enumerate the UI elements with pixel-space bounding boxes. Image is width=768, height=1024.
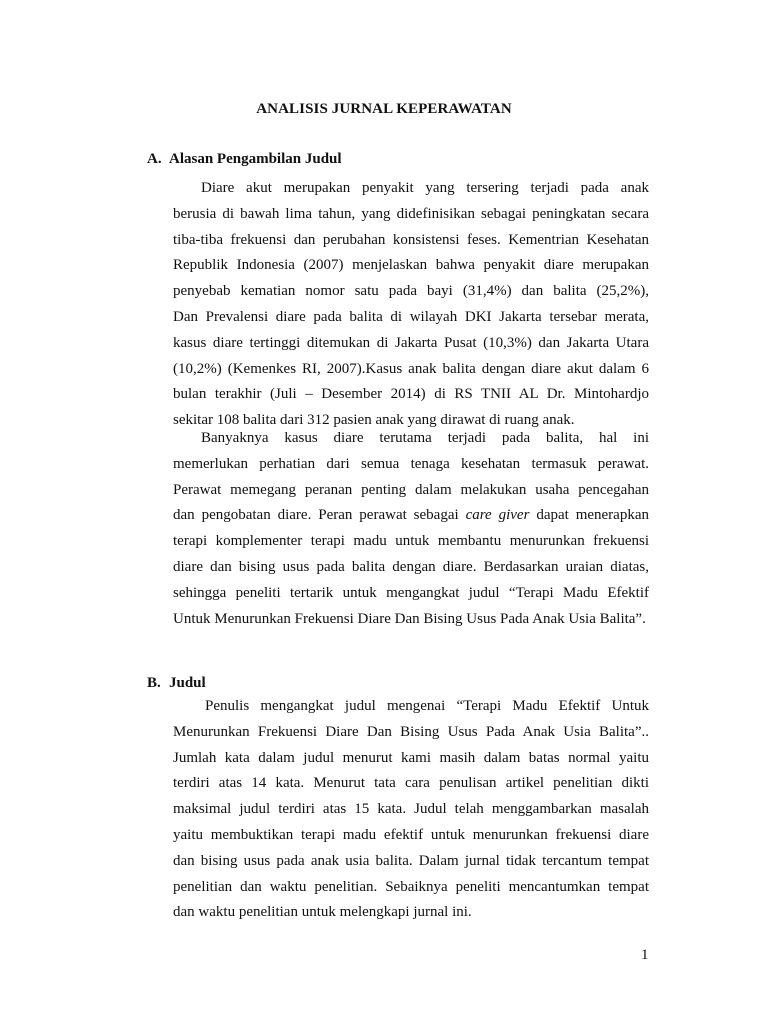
paragraph-line: kasus diare tertinggi ditemukan di Jakarta Pusat (10,3%) dan Jakarta Utara (173, 334, 649, 351)
section-a-heading (147, 151, 342, 168)
paragraph-line: maksimal judul terdiri atas 15 kata. Judul telah menggambarkan masalah (173, 801, 649, 818)
section-b-letter: B. (147, 675, 161, 691)
document-title: ANALISIS JURNAL KEPERAWATAN (256, 101, 512, 117)
paragraph-line: sekitar 108 balita dari 312 pasien anak yang dirawat di ruang anak. (173, 412, 575, 429)
paragraph-line: Untuk Menurunkan Frekuensi Diare Dan Bising Usus Pada Anak Usia (173, 610, 596, 627)
paragraph-line: Penulis mengangkat judul mengenai “Terapi Madu Efektif Untuk (205, 698, 649, 714)
paragraph-line: berusia di bawah lima tahun, yang didefinisikan sebagai peningkatan secara (173, 205, 649, 222)
paragraph-line: Jumlah kata dalam judul menurut kami masih dalam batas normal yaitu (173, 749, 649, 766)
page-number: 1 (641, 947, 649, 963)
paragraph-line: Banyaknya kasus diare terutama terjadi pada balita, hal ini (201, 430, 649, 446)
paragraph-line: sehingga peneliti tertarik untuk mengangkat judul “Terapi Madu Efektif (173, 584, 649, 601)
section-a-paragraph-2 (173, 426, 649, 632)
text-run: dapat menerapkan (529, 507, 649, 524)
paragraph-line: Diare akut merupakan penyakit yang tersering terjadi pada anak (201, 180, 649, 196)
paragraph-line: tiba-tiba frekuensi dan perubahan konsistensi feses. Kementrian Kesehatan (173, 231, 649, 248)
paragraph-line: Dan Prevalensi diare pada balita di wilayah DKI Jakarta tersebar merata, (173, 308, 649, 325)
paragraph-line: bulan terakhir (Juli – Desember 2014) di RS TNII AL Dr. Mintohardjo (173, 386, 649, 403)
section-a-title: Alasan Pengambilan Judul (169, 151, 342, 167)
paragraph-line: memerlukan perhatian dari semua tenaga kesehatan termasuk perawat. (173, 455, 649, 472)
paragraph-line-with-italic (173, 507, 649, 523)
italic-term: care giver (465, 507, 530, 524)
paragraph-line: Perawat memegang peranan penting dalam melakukan usaha pencegahan (173, 481, 649, 498)
paragraph-line: yaitu membuktikan terapi madu efektif untuk menurunkan frekuensi diare (173, 826, 649, 843)
paragraph-line: penyebab kematian nomor satu pada bayi (31,4%) dan balita (25,2%), (173, 283, 649, 300)
paragraph-line: Menurunkan Frekuensi Diare Dan Bising Usus Pada Anak Usia Balita”.. (173, 723, 649, 740)
section-a-paragraph-1 (173, 176, 649, 434)
paragraph-line: penelitian dan waktu penelitian. Sebaiknya peneliti mencantumkan tempat (173, 878, 649, 895)
paragraph-line: (10,2%) (Kemenkes RI, 2007).Kasus anak balita dengan diare akut dalam 6 (173, 360, 649, 377)
section-b-title: Judul (169, 675, 206, 691)
paragraph-line: Republik Indonesia (2007) menjelaskan bahwa penyakit diare merupakan (173, 257, 649, 274)
paragraph-line: diare dan bising usus pada balita dengan diare. Berdasarkan uraian diatas, (173, 558, 649, 575)
paragraph-line: dan waktu penelitian untuk melengkapi jurnal ini. (173, 904, 472, 921)
paragraph-line: terapi komplementer terapi madu untuk membantu menurunkan frekuensi (173, 533, 649, 550)
paragraph-line: dan bising usus pada anak usia balita. Dalam jurnal tidak tercantum tempat (173, 852, 649, 869)
section-b-heading (147, 675, 206, 692)
paragraph-line: terdiri atas 14 kata. Menurut tata cara penulisan artikel penelitian dikti (173, 775, 649, 792)
paragraph-line: Balita”. (599, 610, 646, 627)
section-a-letter: A. (147, 151, 162, 167)
text-run: dan pengobatan diare. Peran perawat sebagai (173, 507, 466, 524)
section-b-paragraph (173, 694, 649, 926)
